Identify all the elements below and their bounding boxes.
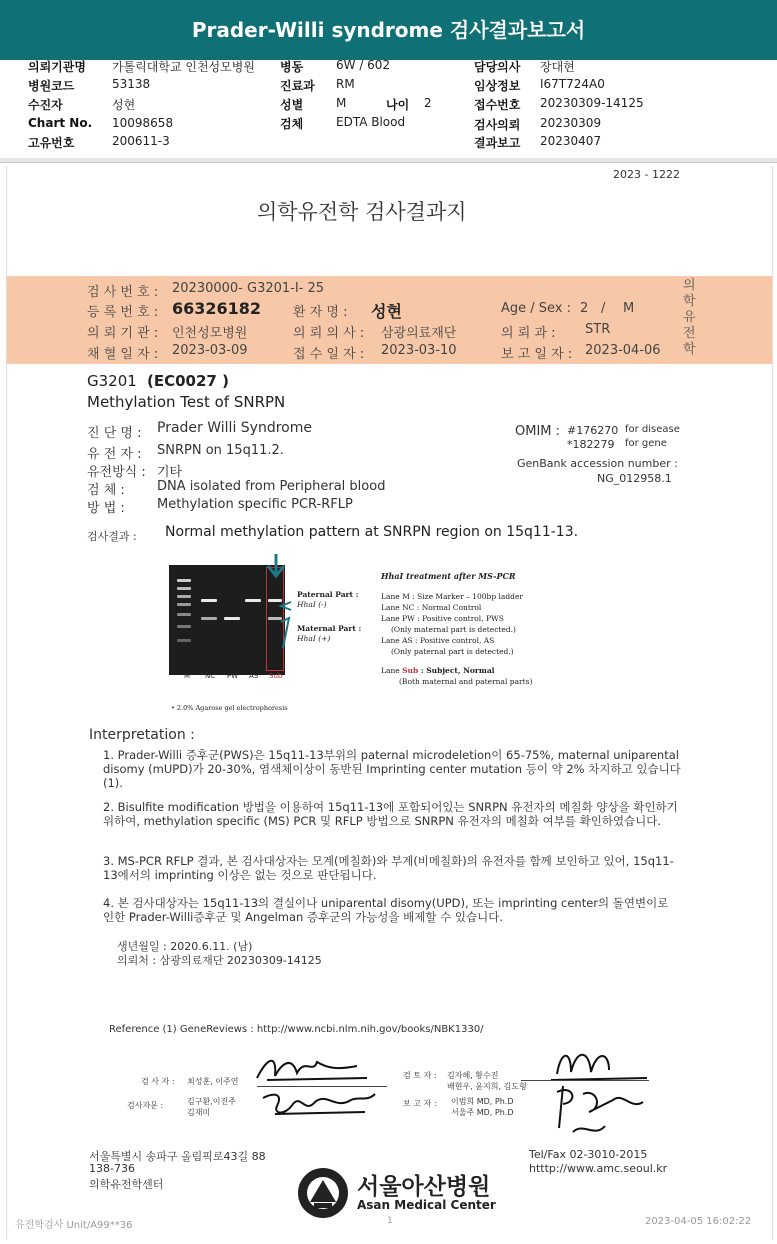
- report-heading: 의학유전학 검사결과지: [257, 200, 467, 224]
- advisor: 김구환,이진주: [187, 1097, 236, 1106]
- reporter: 서울주 MD, Ph.D: [451, 1108, 514, 1117]
- diagnosis-label: 진 단 명 :: [87, 426, 142, 441]
- lane-label: AS: [249, 672, 259, 680]
- field-value: 가톨릭대학교 인천성모병원: [112, 60, 255, 74]
- reviewer: 김자혜, 황수진: [447, 1071, 499, 1080]
- field-label: 검체: [280, 117, 304, 131]
- collected-date: 2023-03-09: [172, 343, 248, 358]
- legend-line: Lane AS : Positive control, AS: [381, 636, 495, 645]
- specimen: DNA isolated from Peripheral blood: [157, 479, 386, 494]
- received-date: 2023-03-10: [381, 343, 457, 358]
- field-label: 병원코드: [28, 79, 75, 93]
- institution-label: 의 뢰 기 관 :: [87, 326, 159, 341]
- inheritance-label: 유전방식 :: [87, 465, 146, 480]
- test-no-label: 검 사 번 호 :: [87, 285, 159, 300]
- tel-fax: Tel/Fax 02-3010-2015: [529, 1148, 648, 1161]
- patient-label: 환 자 명 :: [293, 305, 348, 320]
- reference: Reference (1) GeneReviews : http://www.ncbi.nlm.nih.gov/books/NBK1330/: [109, 1024, 484, 1035]
- referrer: 의뢰처 : 삼광의료재단 20230309-14125: [117, 954, 322, 967]
- omim-label: OMIM :: [515, 424, 561, 439]
- advisor: 김재미: [187, 1108, 211, 1117]
- bracket-arrows-icon: [277, 598, 297, 658]
- legend-line: Lane NC : Normal Control: [381, 603, 482, 612]
- reported-label: 보 고 일 자 :: [501, 347, 573, 362]
- advisor-label: 검사자문 :: [127, 1101, 164, 1110]
- hospital-name-kr: 서울아산병원: [357, 1174, 491, 1200]
- interpretation-item: 2. Bisulfite modification 방법을 이용하여 15q11-13에 포함되어있는 SNRPN 유전자의 메칠화 양상을 확인하기 위하여, methylation specific (MS) PCR 및 RFLP 방법으로 SNRPN 유전자의 메칠화 여부를 확인하였습니다.: [103, 800, 678, 828]
- birth-date: 생년월일 : 2020.6.11. (남): [117, 940, 253, 953]
- legend-subject-note: (Both maternal and paternal parts): [399, 677, 533, 686]
- legend-line: (Only maternal part is detected.): [391, 625, 516, 634]
- field-value: 2: [424, 96, 432, 110]
- result-label: 검사결과 :: [87, 530, 137, 543]
- asan-foundation-logo: [296, 1166, 350, 1220]
- field-label: 결과보고: [474, 136, 521, 150]
- field-value: 성현: [112, 98, 136, 112]
- lane-label: M: [184, 672, 191, 680]
- field-value: 53138: [112, 77, 151, 91]
- field-value: M: [336, 96, 347, 110]
- reviewer-label: 검 토 자 :: [403, 1071, 437, 1080]
- method-label: 방 법 :: [87, 501, 125, 516]
- field-label: 수진자: [28, 98, 63, 112]
- result: Normal methylation pattern at SNRPN region on 15q11-13.: [165, 524, 579, 540]
- field-value: 장대현: [540, 60, 575, 74]
- website: htttp://www.amc.seoul.kr: [529, 1162, 668, 1175]
- page-number: 1: [387, 1216, 393, 1226]
- advisor-signature: [255, 1084, 385, 1124]
- genbank-label: GenBank accession number :: [517, 457, 678, 470]
- legend-line: (Only paternal part is detected.): [391, 647, 514, 656]
- reviewer: 배현우, 윤지희, 김도형: [447, 1082, 527, 1091]
- field-label: 임상정보: [474, 79, 521, 93]
- interpretation-item: 1. Prader-Willi 증후군(PWS)은 15q11-13부위의 paternal microdeletion이 65-75%, maternal uniparental disomy (mUPD)가 20-30%, 염색체이상이 동반된 Imprinting center mutation 등이 약 2% 차지하고 있습니다 (1).: [103, 748, 681, 790]
- legend-title: HhaI treatment after MS-PCR: [381, 571, 516, 581]
- field-label: 검사의뢰: [474, 118, 521, 132]
- omim-disease: #176270: [567, 424, 619, 437]
- scanned-report: [6, 166, 773, 1240]
- field-label: 성별: [280, 98, 304, 112]
- test-code: G3201: [87, 372, 137, 390]
- field-label: 접수번호: [474, 98, 521, 112]
- print-timestamp: 2023-04-05 16:02:22: [645, 1216, 752, 1227]
- test-no: 20230000- G3201-I- 25: [172, 281, 325, 296]
- field-value: RM: [336, 77, 355, 91]
- postal-code: 138-736: [89, 1162, 135, 1175]
- reporter: 이범희 MD, Ph.D: [451, 1097, 514, 1106]
- field-label: 병동: [280, 60, 304, 74]
- doctor: 삼광의료재단: [381, 326, 457, 341]
- patient-info-band: 검 사 번 호 : 20230000- G3201-I- 25 등 록 번 호 : 66326182 환 자 명 : 성현 Age / Sex : 2 / M 의 뢰 기 관 : 인천성모병원 의 뢰 의 사 : 삼광의료재단 의 뢰 과 : STR 채 혈 일 자 : 2023-03-09 접 수 일 자 : 2023-03-10 보 고 일 자 : 2023-04-06 의학유전학: [7, 276, 772, 364]
- reg-no-label: 등 록 번 호 :: [87, 305, 159, 320]
- side-label: 의학유전학: [683, 278, 696, 357]
- center-name: 의학유전학센터: [89, 1178, 164, 1191]
- address: 서울특별시 송파구 올림픽로43길 88: [89, 1150, 266, 1163]
- signature-line: [257, 1086, 387, 1087]
- arrow-down-icon: [261, 552, 291, 582]
- test-code-secondary: (EC0027 ): [147, 372, 229, 390]
- inheritance: 기타: [157, 465, 183, 480]
- reporter-label: 보 고 자 :: [403, 1099, 437, 1108]
- age-sex-label: Age / Sex :: [501, 301, 572, 316]
- field-value: EDTA Blood: [336, 115, 406, 129]
- signature-line: [521, 1080, 649, 1081]
- field-label: Chart No.: [28, 116, 93, 130]
- dept-label: 의 뢰 과 :: [501, 326, 556, 341]
- age: 2: [580, 301, 589, 316]
- patient-name: 성현: [371, 302, 402, 321]
- specimen-label: 검 체 :: [87, 483, 125, 498]
- tester-signature: [247, 1048, 377, 1088]
- legend-subject-line: Lane Sub : Subject, Normal: [381, 666, 495, 675]
- method: Methylation specific PCR-RFLP: [157, 497, 353, 512]
- legend-line: Lane M : Size Marker – 100bp ladder: [381, 592, 524, 601]
- document-number: 2023 - 1222: [613, 168, 680, 181]
- reporter-signature: [543, 1082, 663, 1142]
- lane-label: NC: [205, 672, 216, 680]
- lane-label: PW: [227, 672, 239, 680]
- field-value: 200611-3: [112, 134, 170, 148]
- omim-gene-note: for gene: [625, 438, 667, 449]
- sex: M: [623, 301, 635, 316]
- field-label: 진료과: [280, 79, 315, 93]
- report-title-bar: [0, 0, 777, 60]
- field-label: 고유번호: [28, 136, 75, 150]
- reg-no: 66326182: [172, 299, 262, 318]
- paternal-enzyme: HhaI (-): [297, 600, 327, 609]
- genbank-accession: NG_012958.1: [597, 472, 672, 485]
- field-value: I67T724A0: [540, 77, 605, 91]
- field-label: 나이: [386, 98, 410, 112]
- collected-label: 채 혈 일 자 :: [87, 347, 159, 362]
- diagnosis: Prader Willi Syndrome: [157, 420, 312, 436]
- gel-caption: • 2.0% Agarose gel electrophoresis: [171, 704, 288, 712]
- received-label: 접 수 일 자 :: [293, 347, 365, 362]
- field-value: 20230407: [540, 134, 602, 148]
- field-value: 6W / 602: [336, 58, 391, 72]
- dept: STR: [585, 322, 611, 337]
- test-name: Methylation Test of SNRPN: [87, 393, 286, 411]
- omim-gene: *182279: [567, 438, 615, 451]
- institution: 인천성모병원: [172, 326, 248, 341]
- doctor-label: 의 뢰 의 사 :: [293, 326, 365, 341]
- tester-label: 검 사 자 :: [141, 1077, 175, 1086]
- omim-disease-note: for disease: [625, 424, 680, 435]
- unit-code: 유전학검사 Unit/A99**36: [15, 1220, 133, 1231]
- maternal-enzyme: HhaI (+): [297, 634, 331, 643]
- gene-label: 유 전 자 :: [87, 447, 142, 462]
- hospital-name-en: Asan Medical Center: [357, 1198, 496, 1212]
- reported-date: 2023-04-06: [585, 343, 661, 358]
- legend-line: Lane PW : Positive control, PWS: [381, 614, 504, 623]
- field-value: 20230309-14125: [540, 96, 644, 110]
- maternal-label: Maternal Part :: [297, 624, 362, 633]
- interpretation-label: Interpretation :: [89, 727, 195, 743]
- field-label: 담당의사: [474, 60, 521, 74]
- header-separator: [0, 158, 777, 163]
- paternal-label: Paternal Part :: [297, 590, 359, 599]
- tester: 최성훈, 이주연: [187, 1077, 239, 1086]
- interpretation-item: 4. 본 검사대상자는 15q11-13의 결실이나 uniparental disomy(UPD), 또는 imprinting center의 돌연변이로 인한 Prader-Willi증후군 및 Angelman 증후군의 가능성을 배제할 수 있습니다.: [103, 896, 669, 924]
- field-label: 의뢰기관명: [28, 60, 86, 74]
- lane-label: Sub: [269, 672, 283, 680]
- interpretation-item: 3. MS-PCR RFLP 결과, 본 검사대상자는 모계(메칠화)와 부계(비메칠화)의 유전자를 함께 보인하고 있어, 15q11-13에서의 imprinting 이상은 없는 것으로 판단됩니다.: [103, 854, 674, 882]
- field-value: 10098658: [112, 116, 174, 130]
- field-value: 20230309: [540, 116, 602, 130]
- gene: SNRPN on 15q11.2.: [157, 443, 284, 458]
- report-title: Prader-Willi syndrome 검사결과보고서: [191, 18, 586, 42]
